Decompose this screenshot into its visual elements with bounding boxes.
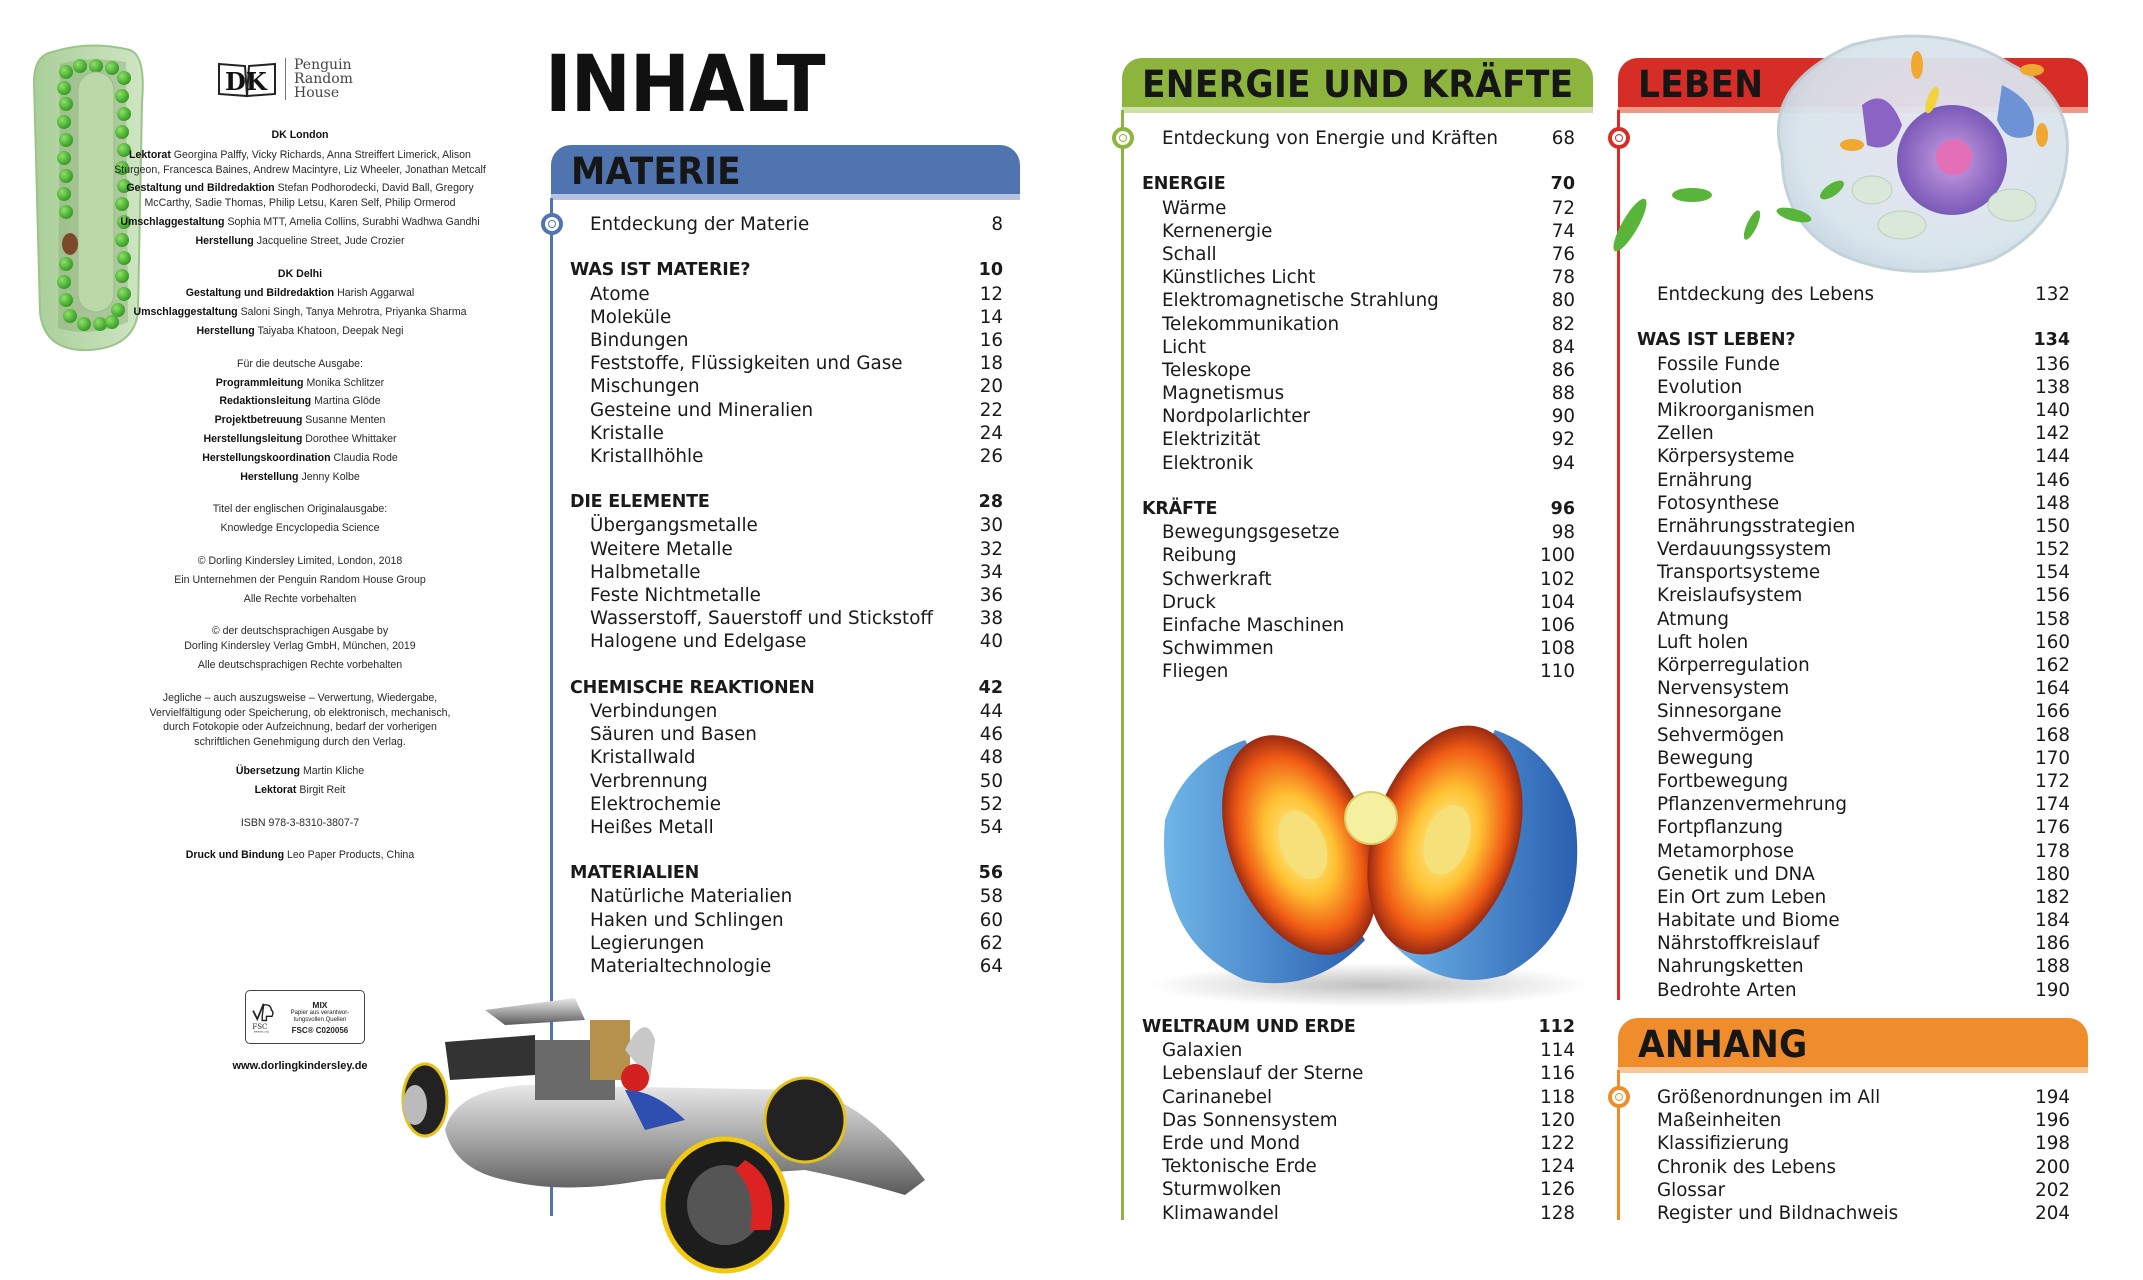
website-url[interactable]: www.dorlingkindersley.de bbox=[232, 1060, 368, 1072]
toc-entry[interactable]: Ernährung 146 bbox=[1657, 469, 2070, 491]
credit-line: Projektbetreuung Susanne Menten bbox=[214, 414, 386, 427]
fsc-text: MIX Papier aus verantwor-tungsvollen Quellen FSC® C020056 bbox=[290, 999, 350, 1035]
imprint-credits bbox=[110, 128, 490, 867]
credit-line: Redaktionsleitung Martina Glöde bbox=[219, 395, 381, 408]
toc-entry[interactable]: Elektrochemie 52 bbox=[590, 793, 1003, 815]
toc-entry[interactable]: Verbrennung 50 bbox=[590, 770, 1003, 792]
dk-book-logo-icon bbox=[217, 58, 277, 100]
toc-entry[interactable]: Künstliches Licht 78 bbox=[1162, 267, 1575, 289]
toc-entry[interactable]: Carinanebel 118 bbox=[1162, 1086, 1575, 1108]
toc-entry[interactable]: Tektonische Erde 124 bbox=[1162, 1156, 1575, 1178]
section-title-energie: ENERGIE UND KRÄFTE bbox=[1142, 63, 1574, 106]
toc-entry[interactable]: Das Sonnensystem 120 bbox=[1162, 1109, 1575, 1131]
credit-line: Herstellung Jacqueline Street, Jude Crozier bbox=[195, 234, 405, 247]
svg-text:www.fsc.org: www.fsc.org bbox=[253, 1030, 269, 1034]
toc-entry[interactable]: Elektromagnetische Strahlung 80 bbox=[1162, 290, 1575, 312]
toc-entry[interactable]: Größenordnungen im All 194 bbox=[1657, 1087, 2070, 1108]
toc-entry[interactable]: Legierungen 62 bbox=[590, 932, 1003, 954]
toc-energie-top bbox=[1142, 127, 1575, 684]
credit-line: Herstellung Jenny Kolbe bbox=[240, 470, 360, 483]
earth-illustration bbox=[1135, 700, 1605, 1010]
toc-entry[interactable]: Kristallwald 48 bbox=[590, 747, 1003, 769]
dk-delhi-heading: DK Delhi bbox=[277, 267, 323, 280]
credit-line: Umschlaggestaltung Saloni Singh, Tanya Mehrotra, Priyanka Sharma bbox=[133, 306, 467, 319]
fsc-label bbox=[245, 990, 365, 1044]
toc-entry[interactable]: Galaxien 114 bbox=[1162, 1040, 1575, 1062]
toc-entry[interactable]: Bewegungsgesetze 98 bbox=[1162, 522, 1575, 544]
credit-line: Gestaltung und Bildredaktion Stefan Podhorodecki, David Ball, Gregory McCarthy, Sadie Thomas, Philip Letsu, Karen Self, Philip Ormerod bbox=[126, 182, 474, 210]
credit-line: Herstellung Taiyaba Khatoon, Deepak Negi bbox=[196, 324, 404, 337]
toc-entry[interactable]: Natürliche Materialien 58 bbox=[590, 886, 1003, 908]
toc-chapter[interactable]: DIE ELEMENTE 28 bbox=[570, 492, 1003, 513]
toc-entry[interactable]: Ernährungsstrategien 150 bbox=[1657, 515, 2070, 537]
section-title-leben: LEBEN bbox=[1638, 63, 1764, 106]
toc-entry[interactable]: Verbindungen 44 bbox=[590, 700, 1003, 722]
toc-entry[interactable]: Chronik des Lebens 200 bbox=[1657, 1156, 2070, 1178]
toc-entry[interactable]: Telekommunikation 82 bbox=[1162, 313, 1575, 335]
toc-entry[interactable]: Körperregulation 162 bbox=[1657, 655, 2070, 676]
svg-text:DK: DK bbox=[225, 67, 267, 96]
toc-entry[interactable]: Säuren und Basen 46 bbox=[590, 724, 1003, 746]
copyright-uk: © Dorling Kindersley Limited, London, 2018 Ein Unternehmen der Penguin Random House Group Alle Rechte vorbehalten bbox=[174, 554, 426, 605]
toc-entry[interactable]: Mikroorganismen 140 bbox=[1657, 399, 2070, 421]
toc-entry[interactable]: Klimawandel 128 bbox=[1162, 1202, 1575, 1224]
toc-entry[interactable]: Druck 104 bbox=[1162, 591, 1575, 613]
toc-entry[interactable]: Mischungen 20 bbox=[590, 376, 1003, 398]
toc-entry[interactable]: Licht 84 bbox=[1162, 336, 1575, 358]
toc-entry[interactable]: Schall 76 bbox=[1162, 243, 1575, 265]
toc-entry[interactable]: Fotosynthese 148 bbox=[1657, 492, 2070, 514]
credit-line: Programmleitung Monika Schlitzer bbox=[215, 376, 385, 389]
toc-leben bbox=[1637, 283, 2070, 1002]
toc-entry[interactable]: Verdauungssystem 152 bbox=[1657, 539, 2070, 561]
toc-entry[interactable]: Haken und Schlingen 60 bbox=[590, 909, 1003, 931]
toc-entry[interactable]: Kernenergie 74 bbox=[1162, 220, 1575, 242]
toc-entry[interactable]: Kristalle 24 bbox=[590, 422, 1003, 444]
toc-entry[interactable]: Körpersysteme 144 bbox=[1657, 446, 2070, 468]
credit-line: Übersetzung Martin Kliche bbox=[235, 764, 365, 777]
toc-entry[interactable]: Fliegen 110 bbox=[1162, 661, 1575, 683]
toc-entry[interactable]: Sinnesorgane 166 bbox=[1657, 701, 2070, 723]
toc-entry[interactable]: Schwimmen 108 bbox=[1162, 638, 1575, 660]
toc-entry[interactable]: Ein Ort zum Leben 182 bbox=[1657, 886, 2070, 908]
toc-chapter[interactable]: MATERIALIEN 56 bbox=[570, 863, 1003, 884]
toc-entry[interactable]: Glossar 202 bbox=[1657, 1179, 2070, 1201]
original-title-label: Titel der englischen Originalausgabe: bbox=[212, 503, 388, 516]
toc-entry[interactable]: Halogene und Edelgase 40 bbox=[590, 631, 1003, 653]
credit-line: Lektorat Birgit Reit bbox=[254, 783, 346, 796]
toc-entry[interactable]: Kreislaufsystem 156 bbox=[1657, 585, 2070, 607]
section-marker-icon bbox=[1112, 127, 1134, 149]
toc-entry[interactable]: Evolution 138 bbox=[1657, 376, 2070, 398]
credit-line: Gestaltung und Bildredaktion Harish Aggarwal bbox=[185, 287, 415, 300]
publisher-logo bbox=[217, 56, 367, 102]
credit-line: Umschlaggestaltung Sophia MTT, Amelia Collins, Surabhi Wadhwa Gandhi bbox=[120, 215, 480, 228]
race-car-illustration bbox=[385, 980, 945, 1280]
toc-entry[interactable]: Entdeckung von Energie und Kräften 68 bbox=[1162, 128, 1575, 149]
credit-line: Herstellungsleitung Dorothee Whittaker bbox=[203, 432, 397, 445]
toc-entry[interactable]: Bindungen 16 bbox=[590, 329, 1003, 351]
toc-entry[interactable]: Metamorphose 178 bbox=[1657, 840, 2070, 862]
toc-entry[interactable]: Elektrizität 92 bbox=[1162, 429, 1575, 451]
original-title: Knowledge Encyclopedia Science bbox=[220, 522, 380, 535]
toc-entry[interactable]: Klassifizierung 198 bbox=[1657, 1133, 2070, 1155]
toc-materie bbox=[570, 213, 1003, 978]
toc-entry[interactable]: Nervensystem 164 bbox=[1657, 678, 2070, 700]
toc-energie-bottom bbox=[1142, 1016, 1575, 1225]
german-edition-intro: Für die deutsche Ausgabe: bbox=[236, 357, 364, 370]
section-line-energie bbox=[1121, 110, 1124, 1220]
toc-chapter[interactable]: WAS IST LEBEN? 134 bbox=[1637, 330, 2070, 351]
section-title-materie: MATERIE bbox=[571, 150, 741, 193]
toc-chapter[interactable]: WAS IST MATERIE? 10 bbox=[570, 260, 1003, 281]
toc-entry[interactable]: Nordpolarlichter 90 bbox=[1162, 406, 1575, 428]
section-marker-icon bbox=[1608, 1086, 1630, 1108]
toc-entry[interactable]: Entdeckung der Materie 8 bbox=[590, 214, 1003, 235]
toc-entry[interactable]: Sehvermögen 168 bbox=[1657, 724, 2070, 746]
toc-entry[interactable]: Feste Nichtmetalle 36 bbox=[590, 585, 1003, 606]
toc-chapter[interactable]: CHEMISCHE REAKTIONEN 42 bbox=[570, 677, 1003, 698]
printing-credit: Druck und Bindung Leo Paper Products, China bbox=[185, 849, 415, 862]
animal-cell-illustration bbox=[1612, 25, 2072, 285]
toc-entry[interactable]: Moleküle 14 bbox=[590, 306, 1003, 328]
toc-entry[interactable]: Reibung 100 bbox=[1162, 545, 1575, 567]
toc-entry[interactable]: Zellen 142 bbox=[1657, 423, 2070, 445]
toc-entry[interactable]: Atmung 158 bbox=[1657, 608, 2070, 630]
toc-entry[interactable]: Fortpflanzung 176 bbox=[1657, 817, 2070, 839]
toc-entry[interactable]: Register und Bildnachweis 204 bbox=[1657, 1202, 2070, 1224]
copyright-de: © der deutschsprachigen Ausgabe by Dorling Kindersley Verlag GmbH, München, 2019 Alle deutschsprachigen Rechte vorbehalten bbox=[184, 625, 416, 671]
toc-entry[interactable]: Nährstoffkreislauf 186 bbox=[1657, 933, 2070, 955]
credit-line: Lektorat Georgina Palffy, Vicky Richards, Anna Streiffert Limerick, Alison Sturgeon, Francesca Baines, Andrew Macintyre, Liz Wheeler, Jonathan Metcalf bbox=[114, 148, 486, 176]
credit-line: Herstellungskoordination Claudia Rode bbox=[202, 451, 398, 464]
toc-entry[interactable]: Bewegung 170 bbox=[1657, 747, 2070, 769]
toc-entry[interactable]: Sturmwolken 126 bbox=[1162, 1179, 1575, 1201]
toc-entry[interactable]: Übergangsmetalle 30 bbox=[590, 515, 1003, 537]
toc-entry[interactable]: Einfache Maschinen 106 bbox=[1162, 614, 1575, 636]
toc-entry[interactable]: Entdeckung des Lebens 132 bbox=[1657, 284, 2070, 305]
toc-entry[interactable]: Genetik und DNA 180 bbox=[1657, 863, 2070, 885]
toc-chapter[interactable]: KRÄFTE 96 bbox=[1142, 499, 1575, 519]
toc-entry[interactable]: Fortbewegung 172 bbox=[1657, 770, 2070, 792]
isbn: ISBN 978-3-8310-3807-7 bbox=[240, 816, 360, 829]
toc-entry[interactable]: Atome 12 bbox=[590, 283, 1003, 305]
toc-chapter[interactable]: WELTRAUM UND ERDE 112 bbox=[1142, 1017, 1575, 1037]
toc-entry[interactable]: Fossile Funde 136 bbox=[1657, 353, 2070, 375]
fsc-tree-check-icon bbox=[251, 994, 275, 1040]
toc-entry[interactable]: Wärme 72 bbox=[1162, 197, 1575, 219]
dk-london-heading: DK London bbox=[271, 129, 329, 141]
toc-entry[interactable]: Transportsysteme 154 bbox=[1657, 562, 2070, 584]
toc-entry[interactable]: Magnetismus 88 bbox=[1162, 383, 1575, 405]
section-title-anhang: ANHANG bbox=[1638, 1023, 1808, 1066]
toc-entry[interactable]: Halbmetalle 34 bbox=[590, 561, 1003, 583]
section-header-anhang[interactable] bbox=[1618, 1018, 2088, 1073]
rights-notice: Jegliche – auch auszugsweise – Verwertung, Wiedergabe, Vervielfältigung oder Speicherung, ob elektronisch, mechanisch, durch Fotokopie oder Aufzeichnung, bedarf der vorherigen schriftlichen Genehmigung durch den Verlag. bbox=[149, 691, 451, 749]
toc-entry[interactable]: Pflanzenvermehrung 174 bbox=[1657, 794, 2070, 816]
penguin-random-house-wordmark: Penguin Random House bbox=[294, 57, 353, 101]
toc-entry[interactable]: Materialtechnologie 64 bbox=[590, 956, 1003, 977]
page-title: INHALT bbox=[545, 40, 825, 130]
toc-entry[interactable]: Kristallhöhle 26 bbox=[590, 445, 1003, 467]
logo-divider bbox=[285, 58, 286, 100]
toc-entry[interactable]: Teleskope 86 bbox=[1162, 359, 1575, 381]
toc-entry[interactable]: Bedrohte Arten 190 bbox=[1657, 979, 2070, 1001]
toc-entry[interactable]: Nahrungsketten 188 bbox=[1657, 956, 2070, 978]
svg-text:FSC: FSC bbox=[252, 1021, 268, 1031]
toc-chapter[interactable]: ENERGIE 70 bbox=[1142, 174, 1575, 195]
toc-entry[interactable]: Heißes Metall 54 bbox=[590, 816, 1003, 838]
toc-entry[interactable]: Maßeinheiten 196 bbox=[1657, 1110, 2070, 1132]
toc-entry[interactable]: Habitate und Biome 184 bbox=[1657, 910, 2070, 932]
toc-entry[interactable]: Gesteine und Mineralien 22 bbox=[590, 399, 1003, 421]
toc-entry[interactable]: Erde und Mond 122 bbox=[1162, 1132, 1575, 1154]
toc-entry[interactable]: Feststoffe, Flüssigkeiten und Gase 18 bbox=[590, 353, 1003, 375]
toc-entry[interactable]: Luft holen 160 bbox=[1657, 631, 2070, 653]
toc-entry[interactable]: Elektronik 94 bbox=[1162, 452, 1575, 474]
section-header-materie[interactable] bbox=[551, 145, 1020, 200]
toc-entry[interactable]: Wasserstoff, Sauerstoff und Stickstoff 38 bbox=[590, 608, 1003, 630]
section-header-energie[interactable] bbox=[1122, 58, 1593, 113]
section-marker-icon bbox=[541, 213, 563, 235]
toc-entry[interactable]: Weitere Metalle 32 bbox=[590, 538, 1003, 560]
toc-anhang bbox=[1637, 1086, 2070, 1225]
toc-entry[interactable]: Lebenslauf der Sterne 116 bbox=[1162, 1063, 1575, 1085]
toc-entry[interactable]: Schwerkraft 102 bbox=[1162, 568, 1575, 590]
